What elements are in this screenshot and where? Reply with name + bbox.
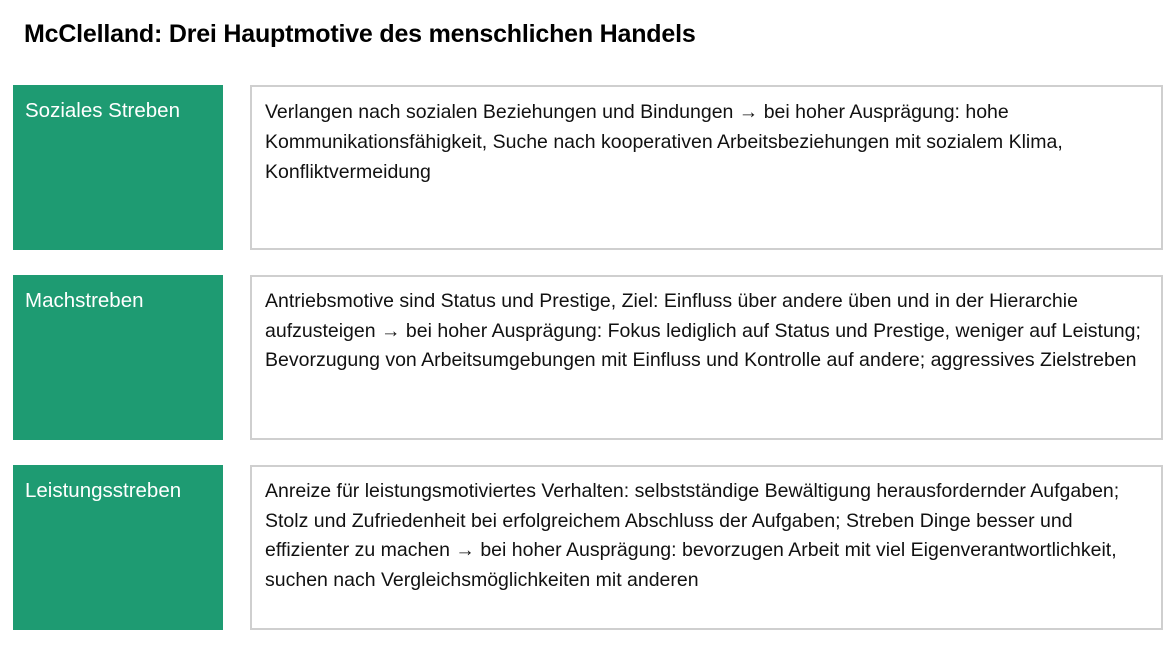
motive-label: Soziales Streben [13, 85, 223, 250]
motive-label: Leistungsstreben [13, 465, 223, 630]
motive-row-soziales-streben [13, 85, 1163, 250]
page-title: McClelland: Drei Hauptmotive des menschlichen Handels [24, 20, 696, 48]
motive-row-leistungsstreben [13, 465, 1163, 630]
motive-label: Machstreben [13, 275, 223, 440]
motive-description: Antriebsmotive sind Status und Prestige, Ziel: Einfluss über andere üben und in der Hierarchie aufzusteigen → bei hoher Ausprägung: Fokus lediglich auf Status und Prestige, weniger auf Leistung; Bevorzugung von Arbeitsumgebungen mit Einfluss und Kontrolle auf andere; aggressives Zielstreben [250, 275, 1163, 440]
motive-description: Anreize für leistungsmotiviertes Verhalten: selbstständige Bewältigung herausfordernder Aufgaben; Stolz und Zufriedenheit bei erfolgreichem Abschluss der Aufgaben; Streben Dinge besser und effizienter zu machen → bei hoher Ausprägung: bevorzugen Arbeit mit viel Eigenverantwortlichkeit, suchen nach Vergleichsmöglichkeiten mit anderen [250, 465, 1163, 630]
motive-description: Verlangen nach sozialen Beziehungen und Bindungen → bei hoher Ausprägung: hohe Kommunikationsfähigkeit, Suche nach kooperativen Arbeitsbeziehungen mit sozialem Klima, Konfliktvermeidung [250, 85, 1163, 250]
motive-row-machstreben [13, 275, 1163, 440]
